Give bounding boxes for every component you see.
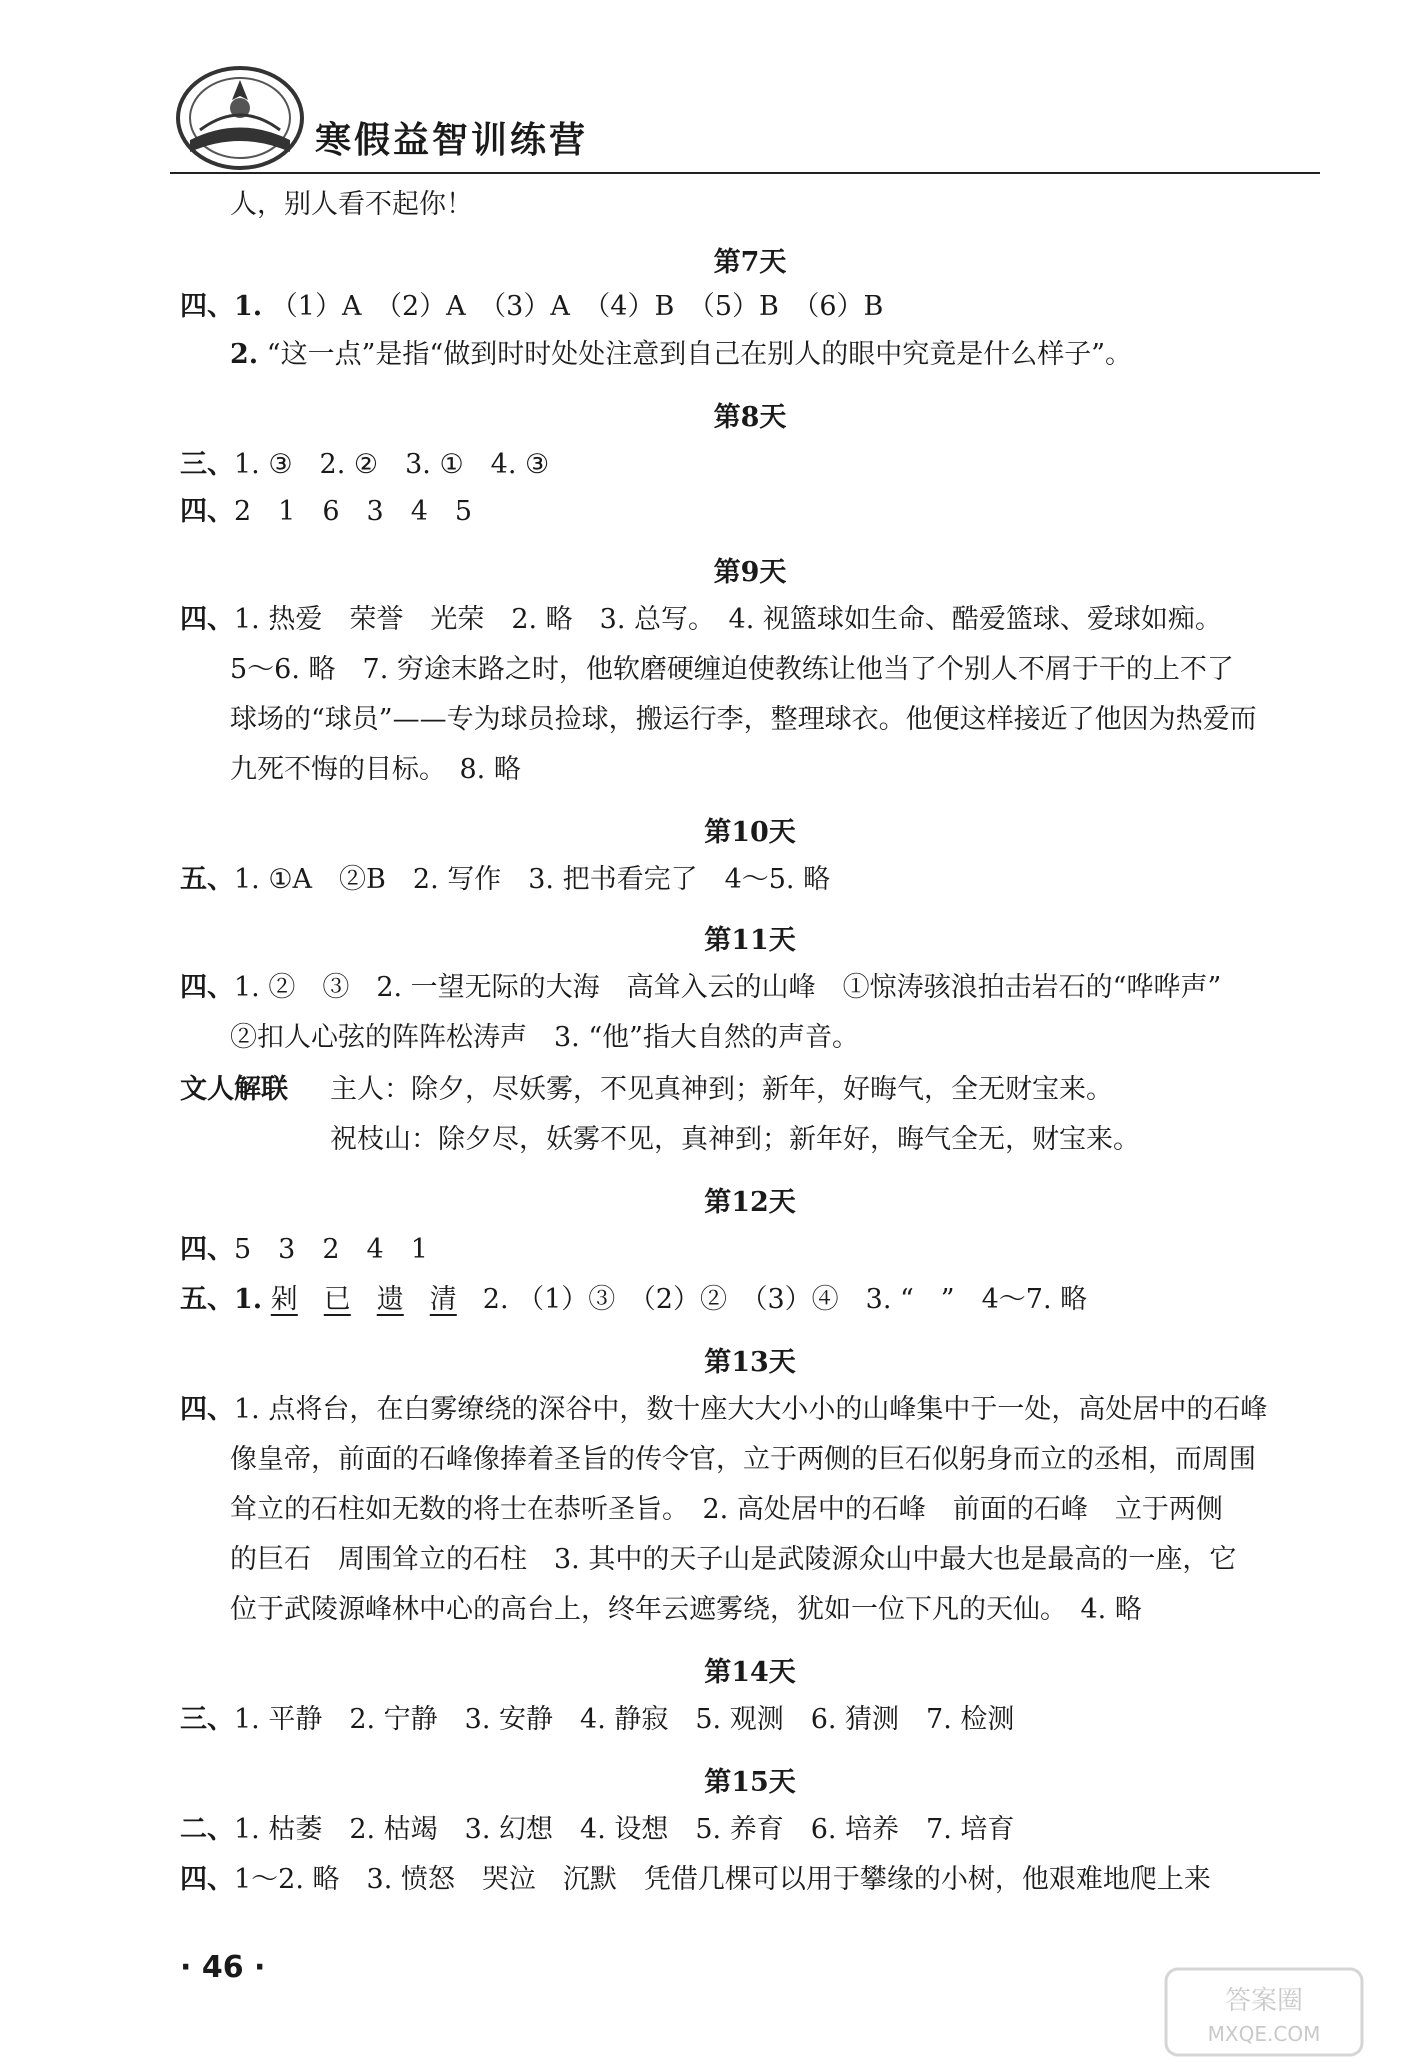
day-14-line-1 xyxy=(180,1700,1014,1740)
item-num: 1. xyxy=(234,291,263,322)
section-lead: 四、 xyxy=(180,604,234,635)
day-12-line-2 xyxy=(180,1280,1087,1320)
answer-text: 2. （1）③ （2）② （3）④ 3. “ ” 4～7. 略 xyxy=(482,1284,1088,1315)
answer-text: （1）A （2）A （3）A （4）B （5）B （6）B xyxy=(270,291,884,322)
couplet-line-2: 祝枝山：除夕尽，妖雾不见，真神到；新年好，晦气全无，财宝来。 xyxy=(330,1124,1140,1155)
answer-text: 1. 点将台，在白雾缭绕的深谷中，数十座大大小小的山峰集中于一处，高处居中的石峰 xyxy=(234,1394,1268,1425)
answer-text: 1. ③ 2. ② 3. ① 4. ③ xyxy=(234,449,550,480)
book-logo-icon xyxy=(170,60,310,176)
answer-text: 1. 平静 2. 宁静 3. 安静 4. 静寂 5. 观测 6. 猜测 7. 检测 xyxy=(234,1704,1015,1735)
section-lead: 四、 xyxy=(180,291,234,322)
underlined-word: 清 xyxy=(429,1284,457,1315)
header-title: 寒假益智训练营 xyxy=(315,120,589,161)
watermark-logo xyxy=(1164,1967,1364,2057)
day-9-line-1 xyxy=(180,600,1222,640)
day-9-line-2: 5～6. 略 7. 穷途末路之时，他软磨硬缠迫使教练让他当了个别人不屑于干的上不了 xyxy=(230,654,1234,685)
answer-text: “这一点”是指“做到时时处处注意到自己在别人的眼中究竟是什么样子”。 xyxy=(266,339,1132,370)
day-13-line-4: 的巨石 周围耸立的石柱 3. 其中的天子山是武陵源众山中最大也是最高的一座，它 xyxy=(230,1544,1237,1575)
day-7-title: 第7天 xyxy=(713,247,787,278)
page-number: · 46 · xyxy=(180,1950,266,1985)
day-7-line-1 xyxy=(180,287,883,327)
section-lead: 三、 xyxy=(180,1704,234,1735)
day-10-line-1 xyxy=(180,860,830,900)
item-num: 2. xyxy=(230,339,259,370)
day-12-title: 第12天 xyxy=(704,1187,796,1218)
day-8-line-1 xyxy=(180,445,549,485)
svg-text:MXQE.COM: MXQE.COM xyxy=(1207,2022,1321,2046)
day-15-line-1 xyxy=(180,1810,1014,1850)
day-13-line-2: 像皇帝，前面的石峰像捧着圣旨的传令官，立于两侧的巨石似躬身而立的丞相，而周围 xyxy=(230,1444,1256,1475)
answer-text: 1. 枯萎 2. 枯竭 3. 幻想 4. 设想 5. 养育 6. 培养 7. 培育 xyxy=(234,1814,1015,1845)
day-13-title: 第13天 xyxy=(704,1347,796,1378)
section-lead: 五、 xyxy=(180,1284,234,1315)
couplet-label: 文人解联 xyxy=(180,1074,288,1105)
section-lead: 三、 xyxy=(180,449,234,480)
day-15-title: 第15天 xyxy=(704,1767,796,1798)
answer-text: 1. 热爱 荣誉 光荣 2. 略 3. 总写。 4. 视篮球如生命、酷爱篮球、爱球如痴。 xyxy=(234,604,1222,635)
day-13-line-3: 耸立的石柱如无数的将士在恭听圣旨。 2. 高处居中的石峰 前面的石峰 立于两侧 xyxy=(230,1494,1223,1525)
section-lead: 四、 xyxy=(180,972,234,1003)
day-13-line-5: 位于武陵源峰林中心的高台上，终年云遮雾绕，犹如一位下凡的天仙。 4. 略 xyxy=(230,1594,1142,1625)
day-13-line-1 xyxy=(180,1390,1267,1430)
day-8-title: 第8天 xyxy=(713,402,787,433)
day-7-line-2 xyxy=(230,335,1132,375)
section-lead: 二、 xyxy=(180,1814,234,1845)
day-10-title: 第10天 xyxy=(704,817,796,848)
answer-text: 1. ①A ②B 2. 写作 3. 把书看完了 4～5. 略 xyxy=(234,864,831,895)
couplet-host: 主人：除夕，尽妖雾，不见真神到；新年，好晦气，全无财宝来。 xyxy=(330,1074,1113,1105)
intro-line: 人，别人看不起你！ xyxy=(230,189,473,220)
day-9-line-3: 球场的“球员”——专为球员捡球，搬运行李，整理球衣。他便这样接近了他因为热爱而 xyxy=(230,704,1257,735)
item-num: 1. xyxy=(234,1284,263,1315)
underlined-word: 已 xyxy=(323,1284,351,1315)
svg-text:答案圈: 答案圈 xyxy=(1224,1986,1304,2016)
day-11-title: 第11天 xyxy=(704,925,796,956)
day-11-line-2: ②扣人心弦的阵阵松涛声 3. “他”指大自然的声音。 xyxy=(230,1022,859,1053)
day-8-line-2 xyxy=(180,492,472,532)
day-9-line-4: 九死不悔的目标。 8. 略 xyxy=(230,754,521,785)
section-lead: 四、 xyxy=(180,1234,234,1265)
section-lead: 四、 xyxy=(180,1864,234,1895)
day-15-line-2 xyxy=(180,1860,1211,1900)
underlined-word: 剁 xyxy=(270,1284,298,1315)
header-rule xyxy=(170,172,1320,174)
couplet-line-1 xyxy=(180,1070,1113,1110)
underlined-word: 遗 xyxy=(376,1284,404,1315)
day-14-title: 第14天 xyxy=(704,1657,796,1688)
answer-text: 5 3 2 4 1 xyxy=(234,1234,428,1265)
day-11-line-1 xyxy=(180,968,1221,1008)
page-header xyxy=(170,60,1320,180)
day-9-title: 第9天 xyxy=(713,557,787,588)
answer-text: 2 1 6 3 4 5 xyxy=(234,496,473,527)
section-lead: 五、 xyxy=(180,864,234,895)
answer-text: 1～2. 略 3. 愤怒 哭泣 沉默 凭借几棵可以用于攀缘的小树，他艰难地爬上来 xyxy=(234,1864,1211,1895)
day-12-line-1 xyxy=(180,1230,428,1270)
section-lead: 四、 xyxy=(180,496,234,527)
section-lead: 四、 xyxy=(180,1394,234,1425)
answer-text: 1. ② ③ 2. 一望无际的大海 高耸入云的山峰 ①惊涛骇浪拍击岩石的“哗哗声” xyxy=(234,972,1222,1003)
